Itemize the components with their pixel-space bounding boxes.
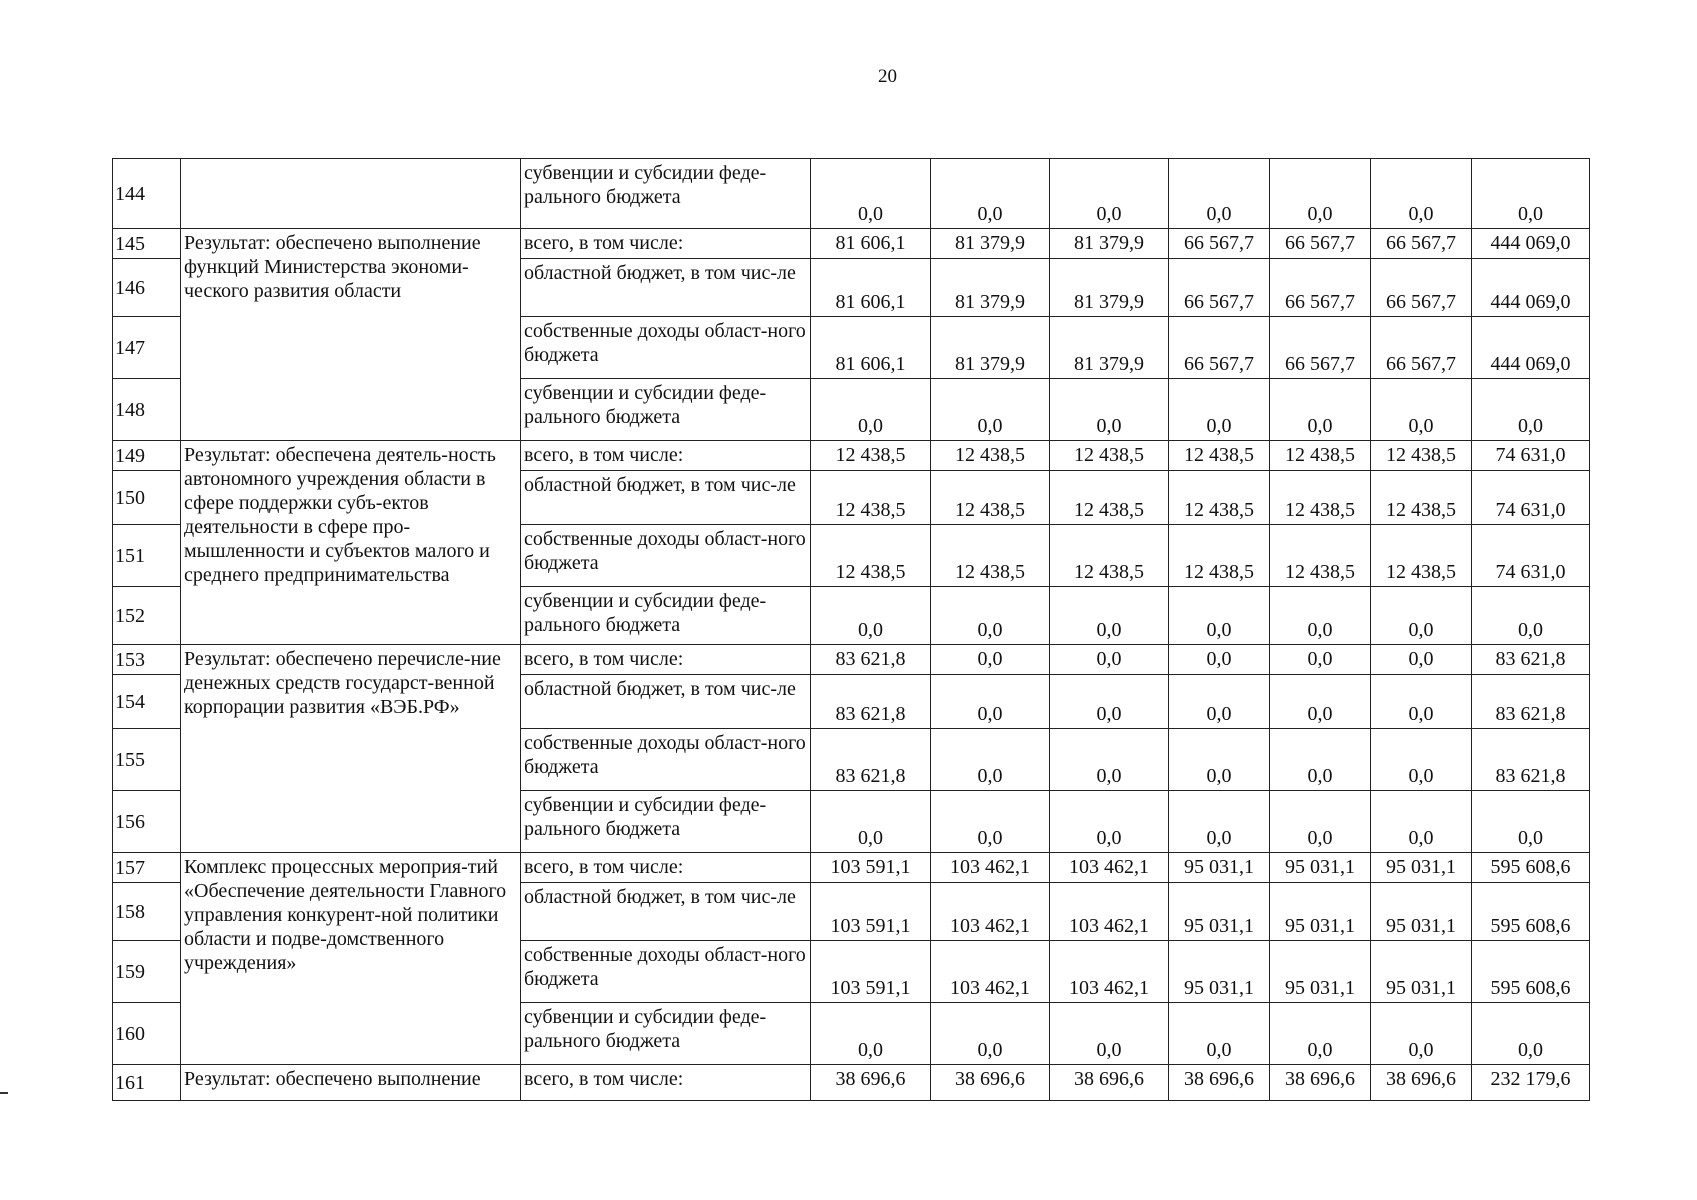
amount-cell: 83 621,8 <box>811 675 931 729</box>
amount-cell: 0,0 <box>1169 675 1270 729</box>
amount-cell: 74 631,0 <box>1472 471 1590 525</box>
amount-cell: 81 379,9 <box>1050 229 1169 259</box>
amount-cell: 0,0 <box>1472 379 1590 441</box>
amount-cell: 0,0 <box>931 159 1050 229</box>
amount-cell: 81 379,9 <box>931 229 1050 259</box>
amount-cell: 595 608,6 <box>1472 883 1590 941</box>
row-number: 146 <box>113 259 181 317</box>
amount-cell: 0,0 <box>931 791 1050 853</box>
funding-source: областной бюджет, в том чис-ле <box>521 471 811 525</box>
amount-cell: 12 438,5 <box>1169 471 1270 525</box>
row-number: 154 <box>113 675 181 729</box>
result-label <box>181 159 521 229</box>
amount-cell: 0,0 <box>1472 159 1590 229</box>
amount-cell: 103 591,1 <box>811 853 931 883</box>
amount-cell: 0,0 <box>1270 379 1371 441</box>
amount-cell: 66 567,7 <box>1270 229 1371 259</box>
funding-source: субвенции и субсидии феде-рального бюджета <box>521 1003 811 1065</box>
amount-cell: 0,0 <box>1050 729 1169 791</box>
amount-cell: 0,0 <box>1270 645 1371 675</box>
amount-cell: 12 438,5 <box>1169 525 1270 587</box>
margin-tick <box>0 1092 8 1094</box>
amount-cell: 0,0 <box>1472 791 1590 853</box>
amount-cell: 0,0 <box>1050 675 1169 729</box>
amount-cell: 83 621,8 <box>811 729 931 791</box>
amount-cell: 12 438,5 <box>1371 471 1472 525</box>
amount-cell: 0,0 <box>931 729 1050 791</box>
amount-cell: 0,0 <box>811 791 931 853</box>
amount-cell: 595 608,6 <box>1472 853 1590 883</box>
table-row <box>113 853 1590 883</box>
amount-cell: 95 031,1 <box>1270 941 1371 1003</box>
row-number: 159 <box>113 941 181 1003</box>
funding-source: субвенции и субсидии феде-рального бюджета <box>521 791 811 853</box>
amount-cell: 0,0 <box>1371 675 1472 729</box>
amount-cell: 12 438,5 <box>1270 525 1371 587</box>
row-number: 161 <box>113 1065 181 1101</box>
amount-cell: 0,0 <box>1050 1003 1169 1065</box>
amount-cell: 66 567,7 <box>1169 229 1270 259</box>
amount-cell: 0,0 <box>1169 791 1270 853</box>
amount-cell: 103 462,1 <box>931 883 1050 941</box>
row-number: 152 <box>113 587 181 645</box>
amount-cell: 0,0 <box>1169 1003 1270 1065</box>
amount-cell: 83 621,8 <box>1472 729 1590 791</box>
amount-cell: 81 379,9 <box>931 317 1050 379</box>
amount-cell: 81 606,1 <box>811 317 931 379</box>
amount-cell: 74 631,0 <box>1472 525 1590 587</box>
amount-cell: 0,0 <box>811 159 931 229</box>
result-label: Результат: обеспечено перечисле-ние денежных средств государст-венной корпорации развития «ВЭБ.РФ» <box>181 645 521 853</box>
amount-cell: 12 438,5 <box>931 525 1050 587</box>
amount-cell: 0,0 <box>931 675 1050 729</box>
row-number: 145 <box>113 229 181 259</box>
amount-cell: 0,0 <box>1472 587 1590 645</box>
amount-cell: 103 462,1 <box>931 853 1050 883</box>
amount-cell: 0,0 <box>1371 1003 1472 1065</box>
result-label: Результат: обеспечено выполнение функций Министерства экономи-ческого развития области <box>181 229 521 441</box>
amount-cell: 38 696,6 <box>1371 1065 1472 1101</box>
amount-cell: 95 031,1 <box>1169 941 1270 1003</box>
amount-cell: 0,0 <box>931 645 1050 675</box>
amount-cell: 12 438,5 <box>1270 441 1371 471</box>
amount-cell: 12 438,5 <box>1050 441 1169 471</box>
funding-source: собственные доходы област-ного бюджета <box>521 729 811 791</box>
amount-cell: 12 438,5 <box>811 471 931 525</box>
amount-cell: 38 696,6 <box>1050 1065 1169 1101</box>
amount-cell: 103 462,1 <box>1050 941 1169 1003</box>
amount-cell: 444 069,0 <box>1472 229 1590 259</box>
amount-cell: 95 031,1 <box>1371 883 1472 941</box>
amount-cell: 103 591,1 <box>811 883 931 941</box>
amount-cell: 0,0 <box>811 1003 931 1065</box>
table-row <box>113 645 1590 675</box>
funding-source: всего, в том числе: <box>521 645 811 675</box>
amount-cell: 0,0 <box>811 379 931 441</box>
amount-cell: 0,0 <box>1050 587 1169 645</box>
result-label: Комплекс процессных мероприя-тий «Обеспечение деятельности Главного управления конкурент-ной политики области и подве-домственного учреждения» <box>181 853 521 1065</box>
amount-cell: 0,0 <box>1371 791 1472 853</box>
row-number: 148 <box>113 379 181 441</box>
amount-cell: 66 567,7 <box>1169 259 1270 317</box>
amount-cell: 81 606,1 <box>811 259 931 317</box>
funding-source: всего, в том числе: <box>521 229 811 259</box>
row-number: 144 <box>113 159 181 229</box>
table-row <box>113 1065 1590 1101</box>
row-number: 151 <box>113 525 181 587</box>
amount-cell: 0,0 <box>1169 729 1270 791</box>
amount-cell: 95 031,1 <box>1371 941 1472 1003</box>
amount-cell: 0,0 <box>1270 159 1371 229</box>
amount-cell: 103 462,1 <box>931 941 1050 1003</box>
amount-cell: 0,0 <box>1270 791 1371 853</box>
amount-cell: 95 031,1 <box>1270 853 1371 883</box>
result-label: Результат: обеспечена деятель-ность автономного учреждения области в сфере поддержки субъ-ектов деятельности в сфере про-мышленности и субъектов малого и среднего предпринимательства <box>181 441 521 645</box>
funding-source: всего, в том числе: <box>521 441 811 471</box>
row-number: 155 <box>113 729 181 791</box>
amount-cell: 66 567,7 <box>1371 317 1472 379</box>
amount-cell: 83 621,8 <box>1472 645 1590 675</box>
funding-source: субвенции и субсидии феде-ральногo бюджета <box>521 159 811 229</box>
amount-cell: 95 031,1 <box>1270 883 1371 941</box>
amount-cell: 12 438,5 <box>1169 441 1270 471</box>
amount-cell: 0,0 <box>1472 1003 1590 1065</box>
funding-source: субвенции и субсидии феде-рального бюджета <box>521 379 811 441</box>
funding-source: областной бюджет, в том чис-ле <box>521 675 811 729</box>
amount-cell: 0,0 <box>1270 675 1371 729</box>
row-number: 150 <box>113 471 181 525</box>
amount-cell: 95 031,1 <box>1371 853 1472 883</box>
amount-cell: 12 438,5 <box>811 441 931 471</box>
amount-cell: 0,0 <box>1270 729 1371 791</box>
amount-cell: 66 567,7 <box>1169 317 1270 379</box>
amount-cell: 444 069,0 <box>1472 317 1590 379</box>
amount-cell: 81 379,9 <box>1050 259 1169 317</box>
amount-cell: 0,0 <box>1050 379 1169 441</box>
amount-cell: 103 462,1 <box>1050 853 1169 883</box>
amount-cell: 0,0 <box>1371 587 1472 645</box>
amount-cell: 12 438,5 <box>811 525 931 587</box>
amount-cell: 0,0 <box>1270 1003 1371 1065</box>
amount-cell: 232 179,6 <box>1472 1065 1590 1101</box>
budget-table <box>112 158 1590 1101</box>
amount-cell: 83 621,8 <box>811 645 931 675</box>
amount-cell: 0,0 <box>1169 159 1270 229</box>
amount-cell: 0,0 <box>931 587 1050 645</box>
amount-cell: 81 379,9 <box>1050 317 1169 379</box>
amount-cell: 0,0 <box>1169 645 1270 675</box>
amount-cell: 0,0 <box>1371 379 1472 441</box>
amount-cell: 12 438,5 <box>1371 525 1472 587</box>
funding-source: собственные доходы област-ного бюджета <box>521 941 811 1003</box>
amount-cell: 595 608,6 <box>1472 941 1590 1003</box>
funding-source: собственные доходы област-ного бюджета <box>521 317 811 379</box>
amount-cell: 0,0 <box>1371 645 1472 675</box>
row-number: 149 <box>113 441 181 471</box>
amount-cell: 66 567,7 <box>1371 229 1472 259</box>
amount-cell: 38 696,6 <box>811 1065 931 1101</box>
amount-cell: 0,0 <box>1050 645 1169 675</box>
amount-cell: 0,0 <box>1371 729 1472 791</box>
amount-cell: 12 438,5 <box>1050 471 1169 525</box>
row-number: 157 <box>113 853 181 883</box>
row-number: 153 <box>113 645 181 675</box>
funding-source: областной бюджет, в том чис-ле <box>521 883 811 941</box>
amount-cell: 0,0 <box>1371 159 1472 229</box>
funding-source: всего, в том числе: <box>521 1065 811 1101</box>
result-label: Результат: обеспечено выполнение <box>181 1065 521 1101</box>
amount-cell: 66 567,7 <box>1371 259 1472 317</box>
amount-cell: 0,0 <box>1270 587 1371 645</box>
amount-cell: 0,0 <box>931 1003 1050 1065</box>
amount-cell: 95 031,1 <box>1169 883 1270 941</box>
amount-cell: 12 438,5 <box>931 471 1050 525</box>
table-row <box>113 229 1590 259</box>
amount-cell: 12 438,5 <box>1371 441 1472 471</box>
amount-cell: 38 696,6 <box>1270 1065 1371 1101</box>
amount-cell: 0,0 <box>1050 159 1169 229</box>
amount-cell: 66 567,7 <box>1270 317 1371 379</box>
table-body <box>113 159 1590 1101</box>
funding-source: собственные доходы област-ного бюджета <box>521 525 811 587</box>
amount-cell: 444 069,0 <box>1472 259 1590 317</box>
amount-cell: 0,0 <box>931 379 1050 441</box>
amount-cell: 12 438,5 <box>1050 525 1169 587</box>
amount-cell: 81 379,9 <box>931 259 1050 317</box>
amount-cell: 38 696,6 <box>931 1065 1050 1101</box>
table-row <box>113 159 1590 229</box>
funding-source: субвенции и субсидии феде-рального бюджета <box>521 587 811 645</box>
funding-source: всего, в том числе: <box>521 853 811 883</box>
table-row <box>113 441 1590 471</box>
amount-cell: 0,0 <box>1050 791 1169 853</box>
amount-cell: 12 438,5 <box>1270 471 1371 525</box>
amount-cell: 74 631,0 <box>1472 441 1590 471</box>
amount-cell: 66 567,7 <box>1270 259 1371 317</box>
amount-cell: 103 591,1 <box>811 941 931 1003</box>
amount-cell: 81 606,1 <box>811 229 931 259</box>
amount-cell: 103 462,1 <box>1050 883 1169 941</box>
amount-cell: 12 438,5 <box>931 441 1050 471</box>
row-number: 158 <box>113 883 181 941</box>
amount-cell: 83 621,8 <box>1472 675 1590 729</box>
amount-cell: 38 696,6 <box>1169 1065 1270 1101</box>
row-number: 160 <box>113 1003 181 1065</box>
amount-cell: 0,0 <box>811 587 931 645</box>
page-number: 20 <box>878 66 897 87</box>
row-number: 147 <box>113 317 181 379</box>
amount-cell: 95 031,1 <box>1169 853 1270 883</box>
amount-cell: 0,0 <box>1169 379 1270 441</box>
row-number: 156 <box>113 791 181 853</box>
amount-cell: 0,0 <box>1169 587 1270 645</box>
funding-source: областной бюджет, в том чис-ле <box>521 259 811 317</box>
